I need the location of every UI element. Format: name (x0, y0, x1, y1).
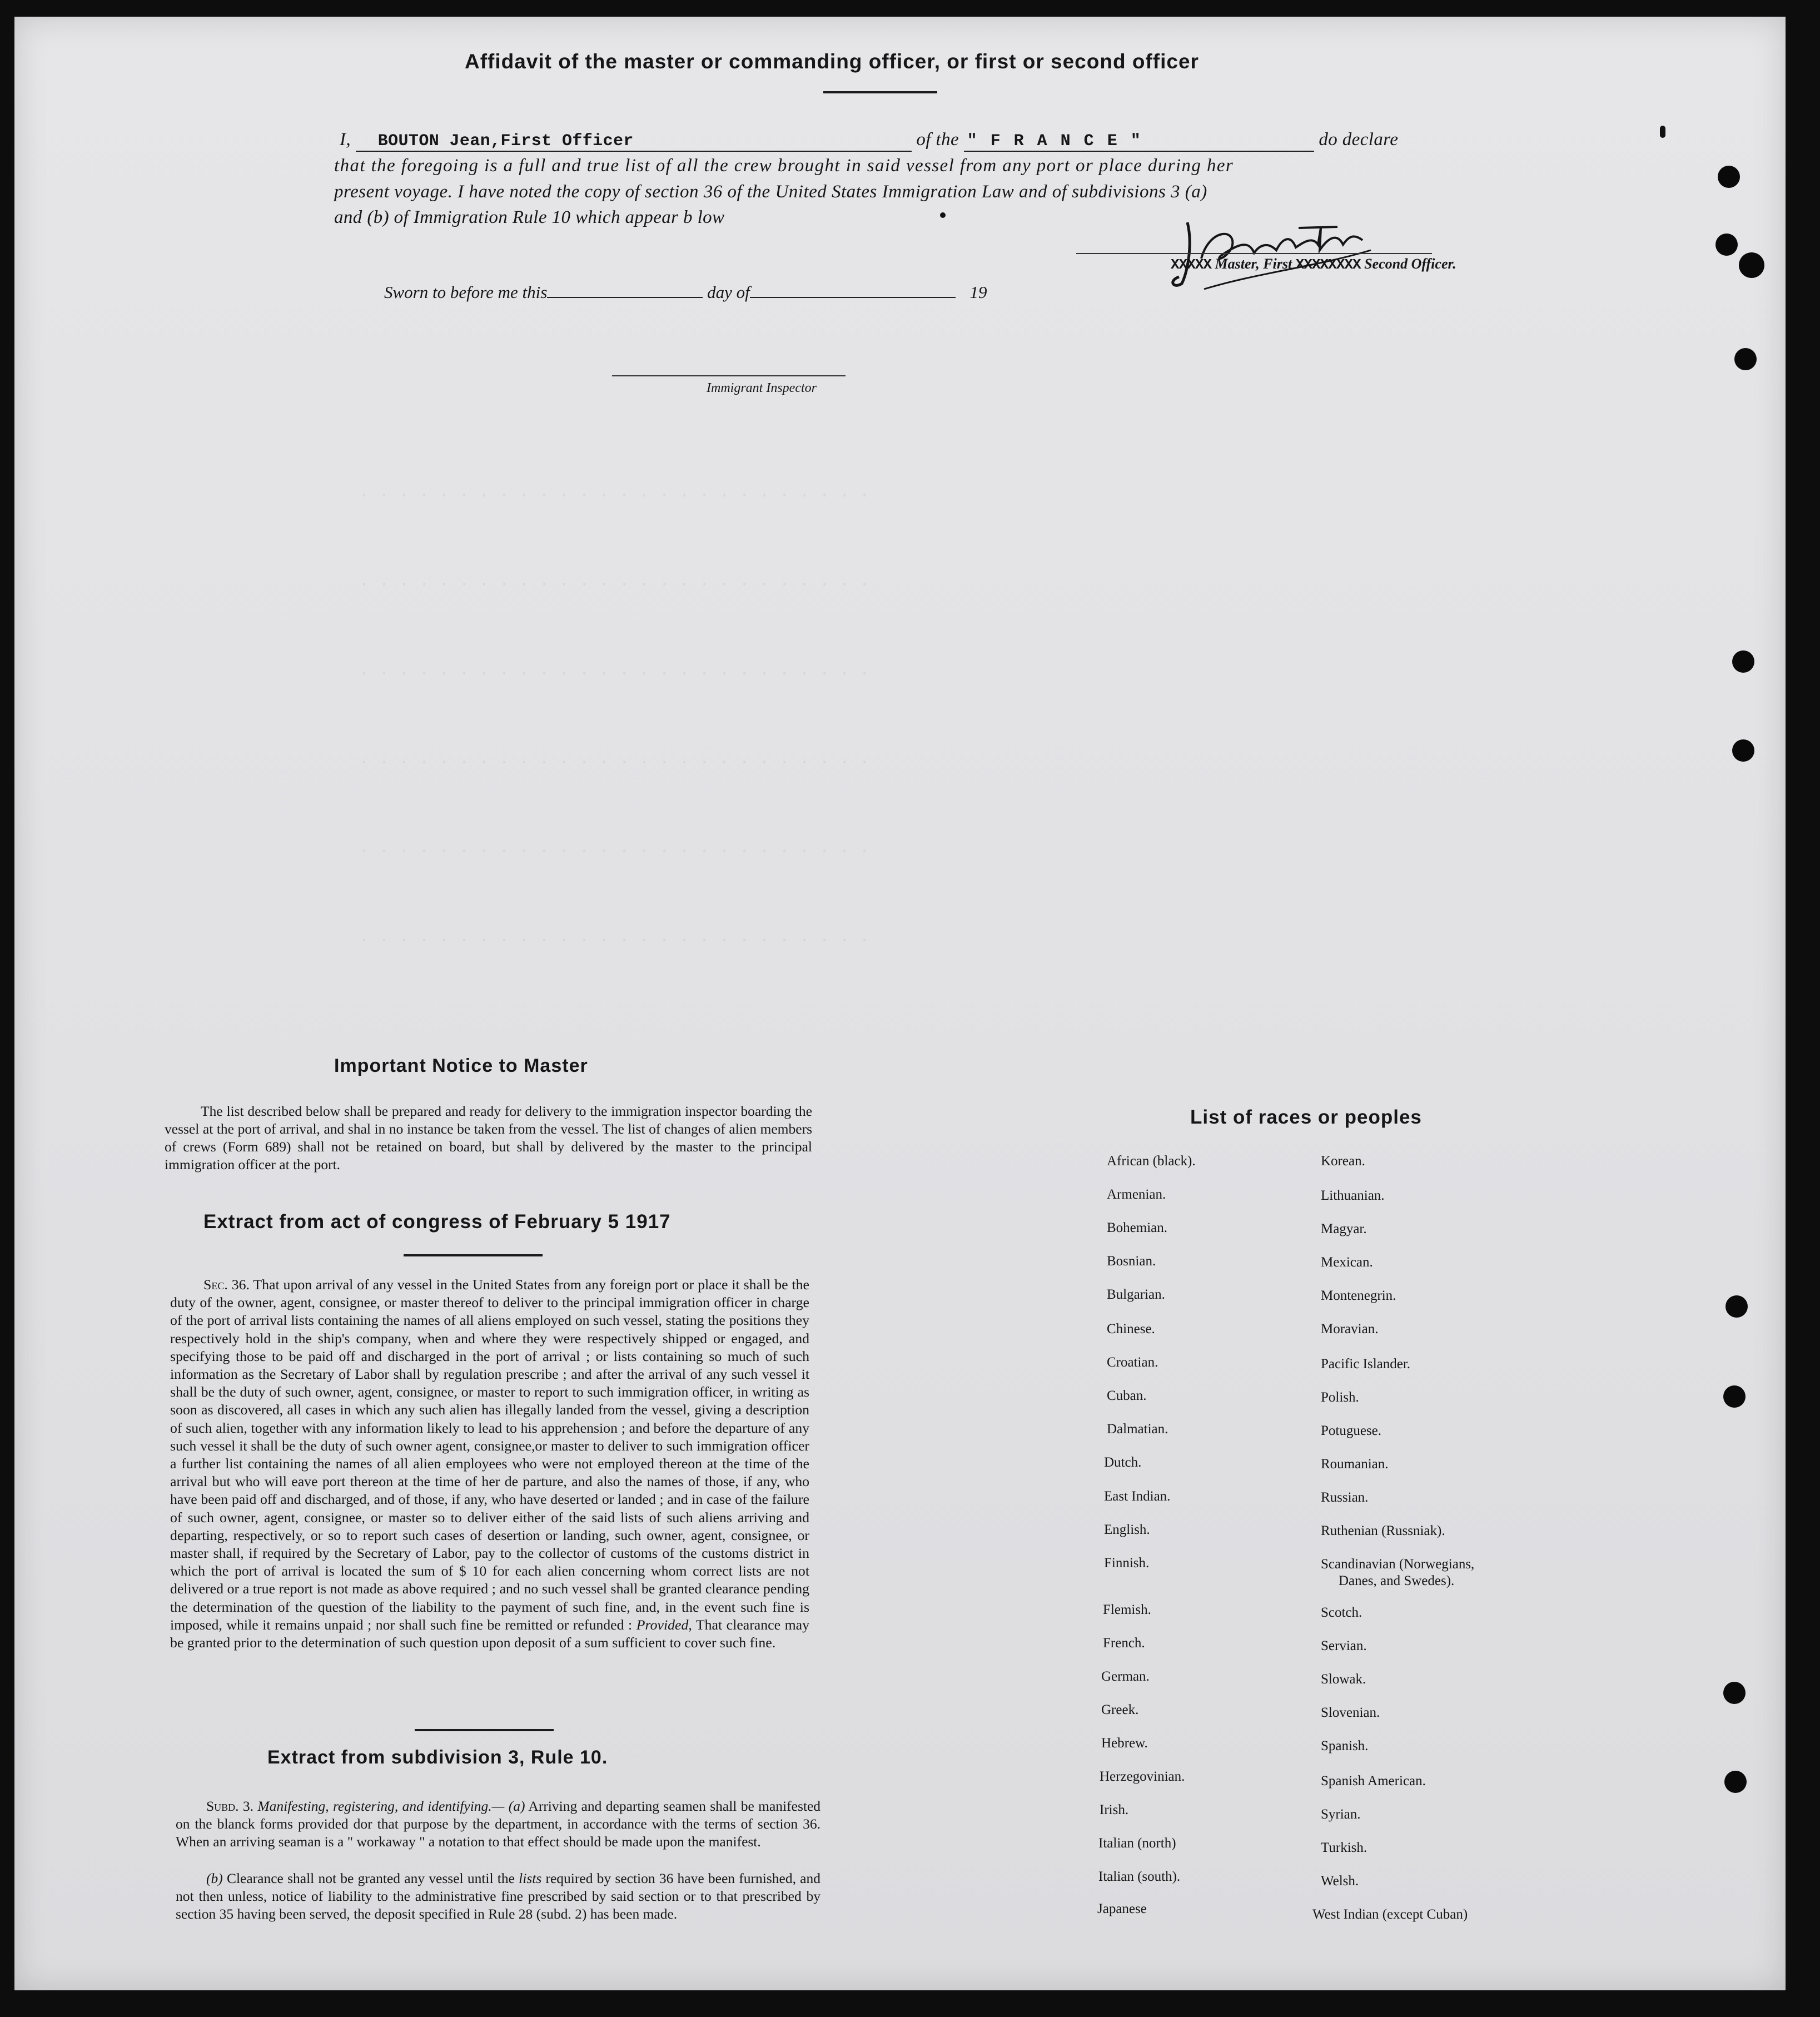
title-underline (823, 91, 937, 93)
race-item: English. (1104, 1522, 1150, 1537)
subd-heading: Manifesting, registering, and identifying.— (a) (257, 1798, 525, 1814)
affidavit-line-3: present voyage. I have noted the copy of section 36 of the United States Immigration Law and of subdivisions 3 (a) (334, 182, 1207, 202)
signature-line (1076, 253, 1432, 254)
punch-hole (1724, 1771, 1747, 1793)
race-item: Bohemian. (1107, 1220, 1168, 1235)
race-item: Greek. (1101, 1702, 1139, 1717)
subd-a-text (176, 1797, 821, 1851)
vessel-name-field (964, 130, 1314, 152)
subd-b-lists: lists (519, 1870, 542, 1886)
notice-body: The list described below shall be prepared and ready for delivery to the immigration inspector boarding the vessel at the port of arrival, and shal in no instance be taken from the vessel. The list of changes of alien members of crews (Form 689) shall not be retained on board, but shall by delivered by the master to the principal immigration officer at the port. (165, 1103, 812, 1173)
punch-hole (1734, 348, 1757, 370)
affidavit-line-1 (334, 130, 1398, 152)
sworn-prefix: Sworn to before me this (384, 282, 548, 302)
act-title: Extract from act of congress of February 5 1917 (203, 1211, 671, 1233)
manifest-page (14, 17, 1786, 1990)
affidavit-declare: do declare (1319, 130, 1399, 150)
handwritten-signature (1171, 206, 1404, 295)
subd-a-body: Arriving and departing seamen shall be manifested on the blanck forms provided dor that purpose by the department, in accordance with the terms of section 36. When an arriving seaman is a " workaway " a notation to that effect should be made upon the manifest. (176, 1798, 821, 1850)
race-item: Servian. (1321, 1638, 1367, 1653)
race-item: East Indian. (1104, 1489, 1171, 1504)
race-item: Spanish American. (1321, 1773, 1426, 1789)
race-item: Scandinavian (Norwegians, (1321, 1557, 1475, 1572)
race-item: Slovenian. (1321, 1705, 1380, 1720)
officer-name: BOUTON Jean,First Officer (377, 132, 634, 151)
section-36-text (170, 1276, 809, 1652)
ink-mark (1660, 126, 1665, 138)
race-item: Ruthenian (Russniak). (1321, 1523, 1445, 1538)
race-item: Herzegovinian. (1100, 1769, 1185, 1784)
sworn-day-of: day of (707, 282, 750, 302)
punch-hole (1732, 650, 1754, 673)
inspector-label: Immigrant Inspector (707, 381, 817, 395)
signature-title: Master, First (1215, 256, 1292, 272)
race-item: Potuguese. (1321, 1423, 1382, 1438)
ink-dot (940, 212, 946, 218)
section-body: That upon arrival of any vessel in the United States from any foreign port or place it shall be the duty of the owner, agent, consignee, or master thereof to deliver to the principal immigration officer in charge of the port of arrival lists containing the names of all aliens employed on such vessel, stating the positions they respectively hold in the ship's company, when and where they were respectively shipped or engaged, and specifying those to be paid off and discharged in the port of arrival ; or lists containing so much of such information as the Secretary of Labor shall by regulation prescribe ; and after the arrival of any such vessel it shall be the duty of such owner, agent, consignee, or master to report to such immigration officer, in writing as soon as discovered, all cases in which any such alien has illegally landed from the vessel, giving a description of such alien, together with any information likely to lead to his apprehension ; and before the departure of any such vessel it shall be the duty of such owner agent, consignee,or master to deliver to such immigration officer a further list containing the names of all alien employees who were not employed thereon at the time of the arrival but who will eave port thereon at the time of her de parture, and also the names of those, if any, who have been paid off and discharged, and of those, if any, who have deserted or landed ; and in case of the failure of such owner, agent, consignee, or master so to deliver either of the said lists of such aliens arriving and departing, respectively, or so to report such cases of desertion or landing, such owner, agent, consignee, or master shall, if required by the Secretary of Labor, pay to the collector of customs of the customs district in which the port of arrival is located the sum of $ 10 for each alien concerning whom correct lists are not delivered or a true report is not made as above required ; and no such vessel shall be granted clearance pending the determination of the question of the liability to the payment of such fine, and, in the event such fine is imposed, while it remains unpaid ; nor shall such fine be remitted or refunded : (170, 1276, 809, 1633)
race-item: Dalmatian. (1107, 1422, 1168, 1437)
race-item: Japanese (1097, 1901, 1147, 1916)
race-item: Hebrew. (1101, 1736, 1148, 1751)
bleed-through-text: · · · · · · · · · · · · · · · · · · · · · · · · · · (359, 575, 870, 594)
race-item: Polish. (1321, 1390, 1359, 1405)
race-item: Mexican. (1321, 1255, 1373, 1270)
race-item: West Indian (except Cuban) (1312, 1907, 1468, 1922)
race-item: Italian (north) (1098, 1836, 1176, 1851)
provided-label: Provided, (636, 1616, 692, 1633)
vessel-name: " F R A N C E " (967, 132, 1142, 151)
sworn-year: 19 (969, 282, 987, 302)
signature-label (1171, 256, 1456, 273)
race-item: French. (1103, 1636, 1145, 1651)
officer-name-field (356, 130, 912, 152)
provided-body: That clearance may be granted prior to the determination of such question upon deposit of a sum sufficient to cover such fine. (170, 1616, 810, 1651)
section-divider (415, 1729, 554, 1731)
race-item: Moravian. (1321, 1322, 1379, 1337)
race-item: Korean. (1321, 1154, 1365, 1169)
inspector-signature-line (612, 375, 846, 376)
act-underline (404, 1254, 543, 1256)
race-item: Turkish. (1321, 1840, 1368, 1855)
race-item: Pacific Islander. (1321, 1357, 1411, 1372)
bleed-through-text: · · · · · · · · · · · · · · · · · · · · · · · · · · (359, 486, 870, 505)
race-item: Armenian. (1107, 1187, 1166, 1202)
race-item: Dutch. (1104, 1455, 1142, 1470)
bleed-through-text: · · · · · · · · · · · · · · · · · · · · · · · · · · (359, 842, 870, 861)
struck-out-text: XXXXXXXX (1295, 256, 1361, 273)
race-item: Montenegrin. (1321, 1288, 1396, 1303)
races-title: List of races or peoples (1190, 1106, 1422, 1128)
race-item: Spanish. (1321, 1738, 1369, 1753)
bleed-through-text: · · · · · · · · · · · · · · · · · · · · · · · · · · (359, 931, 870, 950)
race-item: Chinese. (1107, 1322, 1155, 1337)
race-item: Syrian. (1321, 1807, 1361, 1822)
race-item: Slowak. (1321, 1672, 1366, 1687)
subd-b-label: (b) (206, 1870, 223, 1886)
affidavit-line-4: and (b) of Immigration Rule 10 which appear b low (334, 207, 725, 227)
race-item: Cuban. (1107, 1388, 1147, 1403)
affidavit-of-the: of the (916, 130, 959, 150)
race-item: Danes, and Swedes). (1339, 1573, 1455, 1588)
rule10-title: Extract from subdivision 3, Rule 10. (267, 1747, 608, 1768)
subd-b-pre: Clearance shall not be granted any vessel until the (226, 1870, 515, 1886)
race-item: Irish. (1100, 1802, 1129, 1817)
race-item: African (black). (1107, 1154, 1196, 1169)
race-item: Welsh. (1321, 1874, 1359, 1889)
race-item: Russian. (1321, 1490, 1369, 1505)
punch-hole (1723, 1385, 1746, 1408)
race-item: Finnish. (1104, 1556, 1150, 1571)
punch-hole (1739, 252, 1764, 278)
race-item: Croatian. (1107, 1355, 1158, 1370)
section-label: Sec. 36. (203, 1276, 250, 1293)
punch-hole (1732, 739, 1754, 762)
race-item: Italian (south). (1098, 1869, 1181, 1884)
signature-title-end: Second Officer. (1364, 256, 1456, 272)
sworn-day-field (547, 297, 703, 298)
race-item: Bulgarian. (1107, 1287, 1165, 1302)
punch-hole (1718, 166, 1740, 188)
affidavit-prefix: I, (340, 130, 351, 150)
race-item: Scotch. (1321, 1605, 1362, 1620)
subd-b-post: required by section 36 have been furnished, and not then unless, notice of liability to the administrative fine prescribed by said section or to that prescribed by section 35 having been served, the deposit specified in Rule 28 (subd. 2) has been made. (176, 1870, 821, 1922)
subd-b-text (176, 1870, 821, 1923)
race-item: Flemish. (1103, 1602, 1151, 1617)
punch-hole (1723, 1682, 1746, 1704)
sworn-month-field (750, 297, 956, 298)
bleed-through-text: · · · · · · · · · · · · · · · · · · · · · · · · · · (359, 753, 870, 772)
affidavit-line-2: that the foregoing is a full and true list of all the crew brought in said vessel from any port or place during her (334, 156, 1234, 176)
race-item: Magyar. (1321, 1221, 1367, 1236)
punch-hole (1725, 1295, 1748, 1318)
race-item: Bosnian. (1107, 1254, 1156, 1269)
race-item: Lithuanian. (1321, 1188, 1385, 1203)
sworn-line (384, 282, 987, 302)
affidavit-title: Affidavit of the master or commanding officer, or first or second officer (465, 50, 1199, 73)
bleed-through-text: · · · · · · · · · · · · · · · · · · · · · · · · · · (359, 664, 870, 683)
subd-label: Subd. 3. (206, 1798, 254, 1814)
race-item: German. (1101, 1669, 1150, 1684)
struck-out-text: XXXXX (1171, 256, 1212, 273)
race-item: Roumanian. (1321, 1457, 1389, 1472)
notice-title: Important Notice to Master (334, 1055, 588, 1076)
punch-hole (1715, 234, 1738, 256)
